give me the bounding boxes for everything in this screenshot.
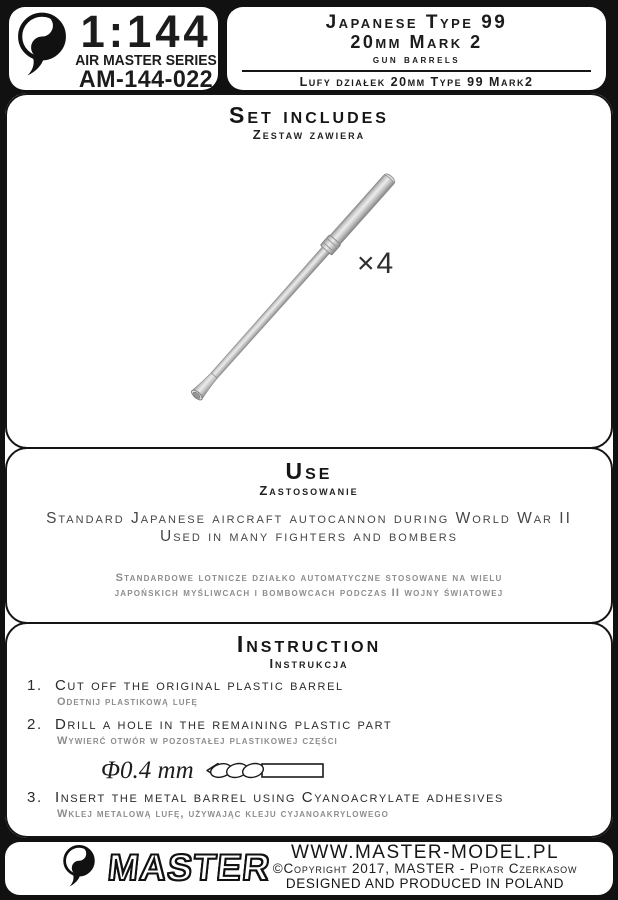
instruction-step-2-polish: Wywierć otwór w pozostałej plastikowej części (57, 735, 338, 747)
use-description-line2: Used in many fighters and bombers (160, 528, 458, 545)
footer-panel (5, 842, 613, 895)
product-subtitle: gun barrels (372, 52, 461, 66)
instruction-step-1 (27, 678, 599, 694)
product-title-line1: Japanese Type 99 (325, 12, 508, 33)
website-url: WWW.MASTER-MODEL.PL (290, 842, 560, 863)
step-number: 3. (27, 789, 43, 806)
step-text-en: Insert the metal barrel using Cyanoacrylate adhesives (55, 789, 504, 806)
use-description-line1: Standard Japanese aircraft autocannon during World War II (46, 510, 572, 527)
use-description-polish-line1: Standardowe lotnicze działko automatyczne stosowane na wielu (115, 572, 503, 584)
origin-line: DESIGNED AND PRODUCED IN POLAND (285, 876, 565, 891)
instruction-step-2 (27, 717, 599, 733)
product-title-line2: 20mm Mark 2 (350, 32, 483, 52)
instruction-step-3 (27, 790, 599, 806)
step-text-en: Cut off the original plastic barrel (55, 677, 344, 694)
use-description-polish-line2: japońskich myśliwcach i bombowcach podczas II wojny światowej (114, 587, 504, 599)
header-left-panel (9, 6, 218, 93)
master-logo-icon (58, 844, 100, 894)
header-divider (242, 70, 591, 72)
instruction-heading-polish: Instrukcja (269, 656, 349, 671)
quantity-label: ×4 (357, 247, 396, 280)
section-use (5, 447, 613, 624)
use-heading-polish: Zastosowanie (259, 483, 359, 498)
step-text-en: Drill a hole in the remaining plastic part (55, 716, 393, 733)
product-subtitle-polish: Lufy działek 20mm Type 99 Mark2 (299, 75, 534, 89)
instruction-step-3-polish: Wklej metalową lufę, używając kleju cyjanoakrylowego (57, 808, 389, 820)
step-number: 1. (27, 677, 43, 694)
scale-label: 1:144 (80, 6, 212, 57)
main-panel (5, 93, 613, 838)
use-heading: Use (285, 458, 333, 484)
copyright-line: ©Copyright 2017, MASTER - Piotr Czerkasow (272, 861, 578, 876)
header-right-panel (227, 7, 606, 90)
set-includes-heading: Set includes (229, 102, 389, 128)
section-set-includes (5, 93, 613, 449)
step-number: 2. (27, 716, 43, 733)
drill-diameter-label: Φ0.4 mm (101, 757, 194, 784)
instruction-step-1-polish: Odetnij plastikową lufę (57, 696, 198, 708)
master-logo-icon (16, 11, 68, 87)
instruction-heading: Instruction (236, 631, 382, 657)
drill-diameter-callout (101, 756, 599, 786)
gun-barrel-render (124, 136, 464, 436)
drill-bit-icon (204, 758, 326, 784)
section-instruction (5, 622, 613, 838)
set-includes-heading-polish: Zestaw zawiera (252, 127, 366, 142)
brand-logotype: MASTER (105, 847, 273, 888)
series-label: AIR MASTER SERIES (75, 53, 217, 69)
product-code: AM-144-022 (78, 66, 214, 93)
